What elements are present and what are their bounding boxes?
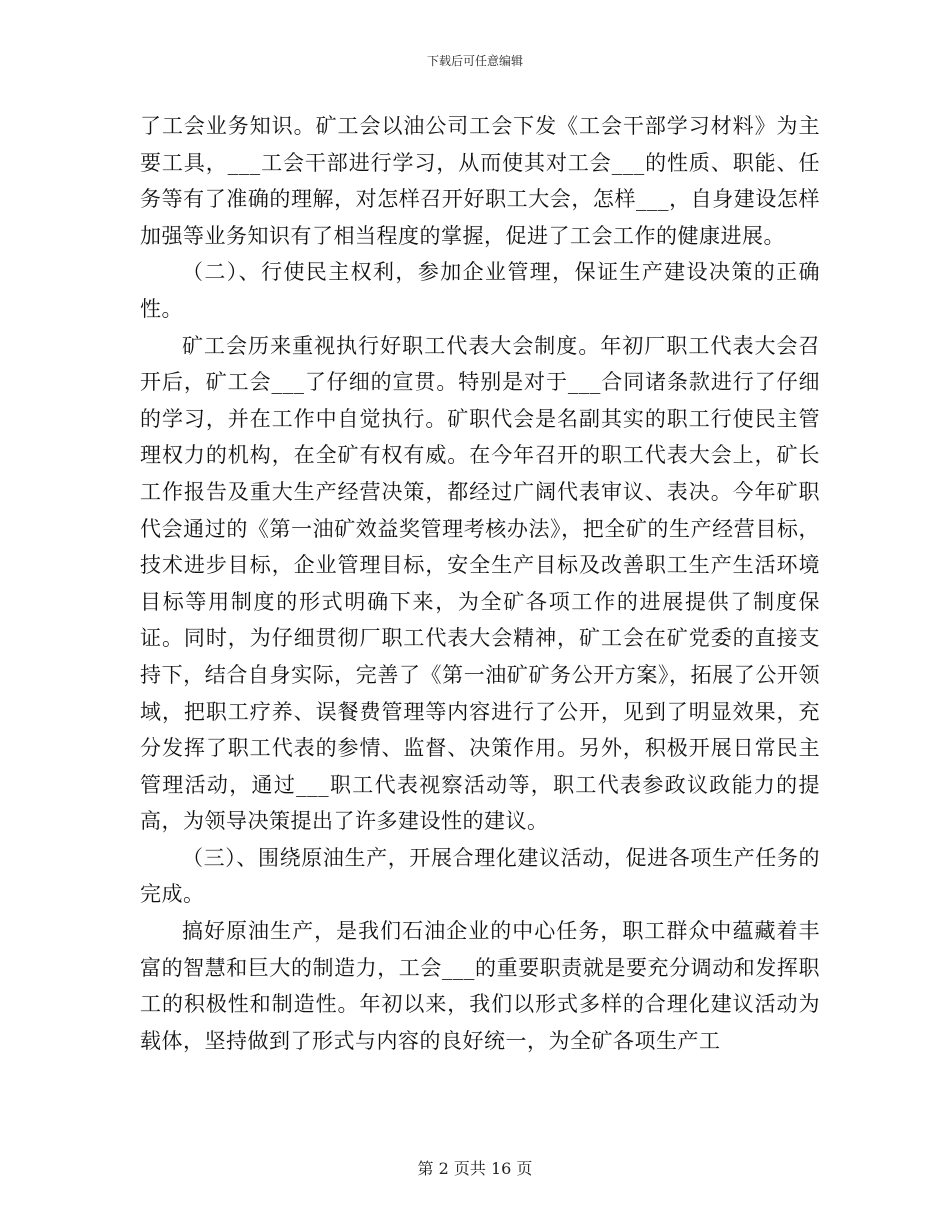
paragraph-continued: 了工会业务知识。矿工会以油公司工会下发《工会干部学习材料》为主要工具，___工会干部进行学习，从而使其对工会___的性质、职能、任务等有了准确的理解，对怎样召开好职工大会，怎样___，自身建设怎样加强等业务知识有了相当程度的掌握，促进了工会工作的健康进展。	[140, 114, 820, 248]
document-body	[140, 108, 820, 1059]
page-header: 下载后可任意编辑	[426, 54, 523, 68]
paragraph-oil-production: 搞好原油生产，是我们石油企业的中心任务，职工群众中蕴藏着丰富的智慧和巨大的制造力，工会___的重要职责就是要充分调动和发挥职工的积极性和制造性。年初以来，我们以形式多样的合理化建议活动为载体，坚持做到了形式与内容的良好统一，为全矿各项生产工	[140, 919, 820, 1053]
section-heading-2: （二）、行使民主权利，参加企业管理，保证生产建设决策的正确性。	[140, 260, 820, 321]
page-footer: 第 2 页共 16 页	[417, 1159, 533, 1178]
paragraph-democratic-management: 矿工会历来重视执行好职工代表大会制度。年初厂职工代表大会召开后，矿工会___了仔细的宣贯。特别是对于___合同诸条款进行了仔细的学习，并在工作中自觉执行。矿职代会是名副其实的职工行使民主管理权力的机构，在全矿有权有威。在今年召开的职工代表大会上，矿长工作报告及重大生产经营决策，都经过广阔代表审议、表决。今年矿职代会通过的《第一油矿效益奖管理考核办法》，把全矿的生产经营目标，技术进步目标，企业管理目标，安全生产目标及改善职工生产生活环境目标等用制度的形式明确下来，为全矿各项工作的进展提供了制度保证。同时，为仔细贯彻厂职工代表大会精神，矿工会在矿党委的直接支持下，结合自身实际，完善了《第一油矿矿务公开方案》，拓展了公开领域，把职工疗养、误餐费管理等内容进行了公开，见到了明显效果，充分发挥了职工代表的参情、监督、决策作用。另外，积极开展日常民主管理活动，通过___职工代表视察活动等，职工代表参政议政能力的提高，为领导决策提出了许多建设性的建议。	[140, 333, 820, 834]
section-heading-3: （三）、围绕原油生产，开展合理化建议活动，促进各项生产任务的完成。	[140, 845, 820, 907]
